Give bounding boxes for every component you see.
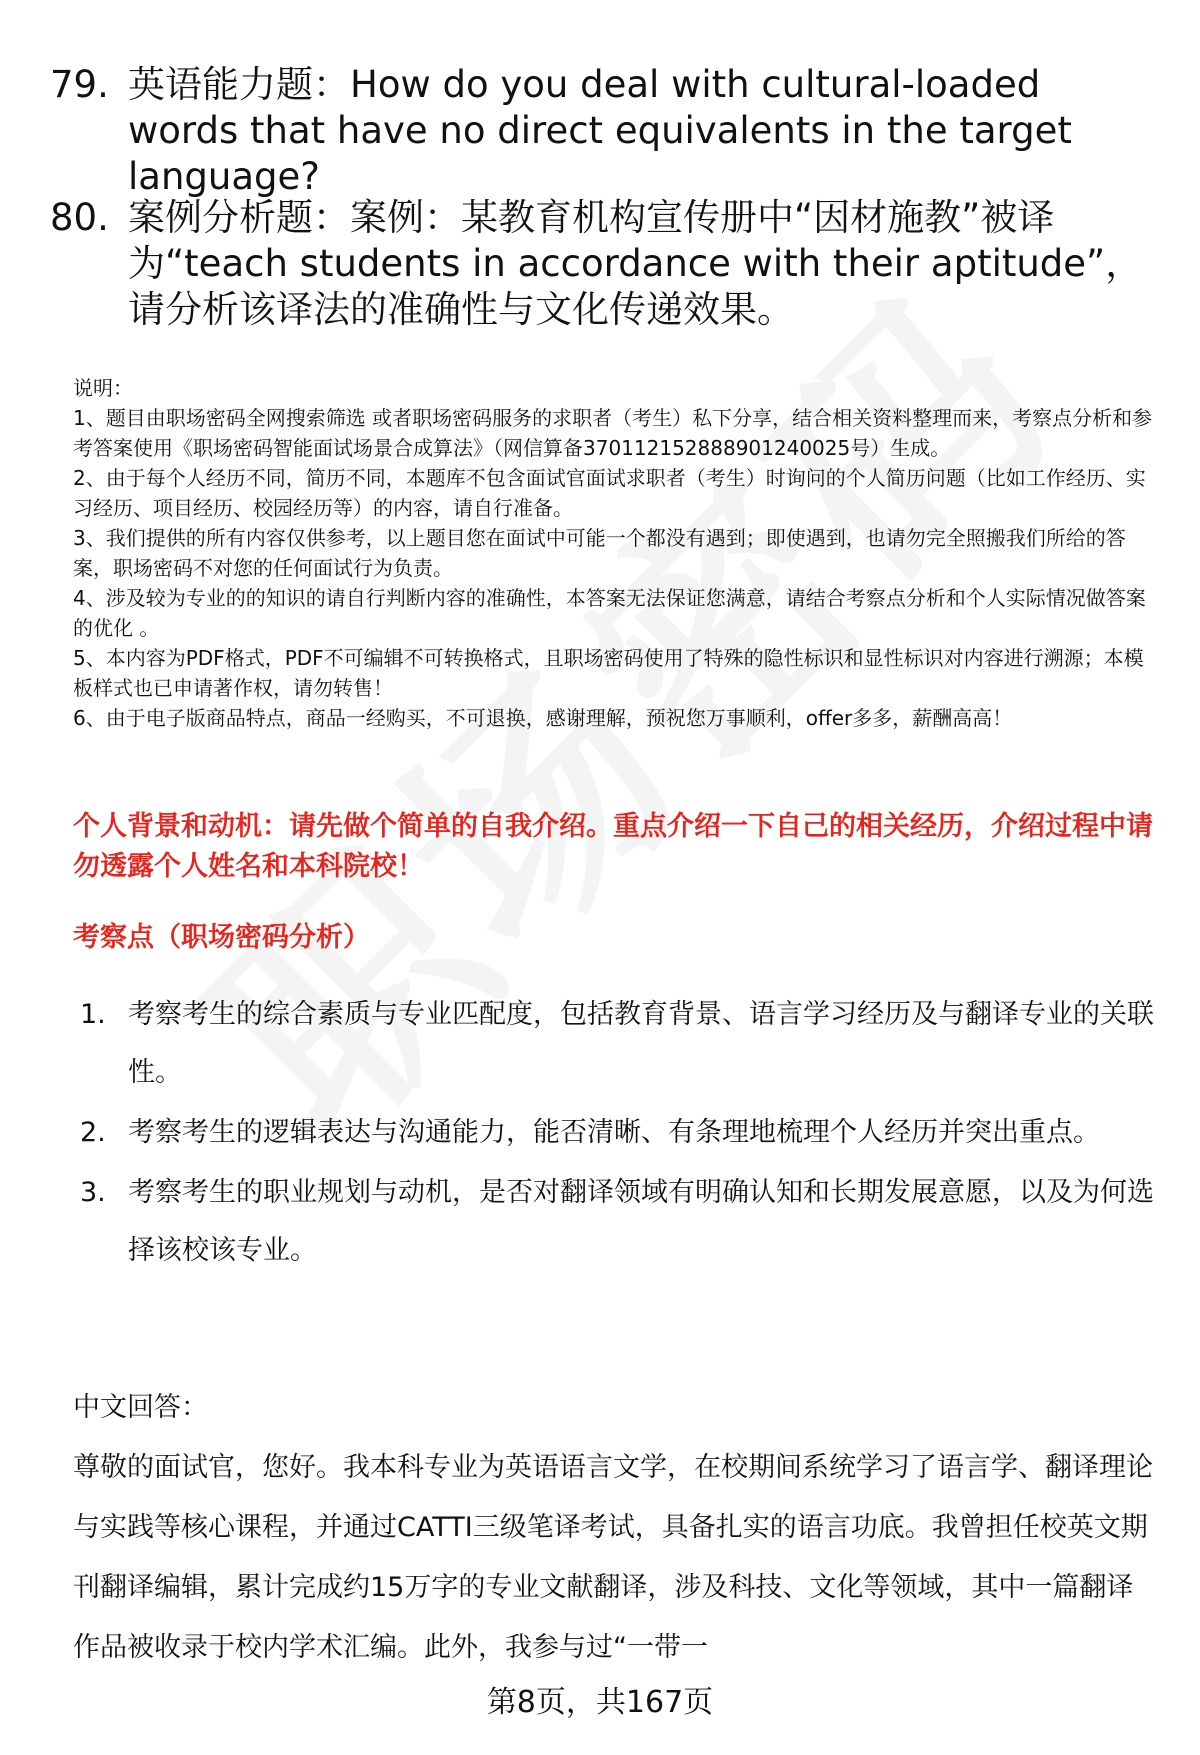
analysis-point bbox=[80, 1104, 1155, 1162]
question-number: 80. bbox=[50, 196, 109, 239]
analysis-points bbox=[80, 986, 1155, 1282]
note-item: 2、由于每个人经历不同，简历不同，本题库不包含面试官面试求职者（考生）时询问的个人简历问题（比如工作经历、实习经历、项目经历、校园经历等）的内容，请自行准备。 bbox=[73, 466, 1146, 520]
point-number: 3. bbox=[80, 1177, 106, 1208]
point-text: 考察考生的逻辑表达与沟通能力，能否清晰、有条理地梳理个人经历并突出重点。 bbox=[128, 1117, 1100, 1148]
answer-text: 尊敬的面试官，您好。我本科专业为英语语言文学，在校期间系统学习了语言学、翻译理论与实践等核心课程，并通过CATTI三级笔译考试，具备扎实的语言功底。我曾担任校英文期刊翻译编辑，累计完成约15万字的专业文献翻译，涉及科技、文化等领域，其中一篇翻译作品被收录于校内学术汇编。此外，我参与过“一带一 bbox=[73, 1452, 1153, 1663]
point-number: 1. bbox=[80, 999, 106, 1030]
analysis-point bbox=[80, 986, 1155, 1102]
point-number: 2. bbox=[80, 1117, 106, 1148]
note-item: 5、本内容为PDF格式，PDF不可编辑不可转换格式，且职场密码使用了特殊的隐性标识和显性标识对内容进行溯源；本模板样式也已申请著作权，请勿转售！ bbox=[73, 646, 1144, 700]
point-text: 考察考生的综合素质与专业匹配度，包括教育背景、语言学习经历及与翻译专业的关联性。 bbox=[128, 999, 1154, 1088]
question-text: 案例分析题：案例：某教育机构宣传册中“因材施教”被译为“teach students in accordance with their aptitude”，请分析该译法的准确性与文化传递效果。 bbox=[128, 196, 1143, 331]
note-item: 4、涉及较为专业的的知识的请自行判断内容的准确性，本答案无法保证您满意，请结合考察点分析和个人实际情况做答案的优化 。 bbox=[73, 586, 1146, 640]
question-80 bbox=[50, 195, 1160, 333]
question-number: 79. bbox=[50, 63, 109, 106]
analysis-point bbox=[80, 1164, 1155, 1280]
point-text: 考察考生的职业规划与动机，是否对翻译领域有明确认知和长期发展意愿，以及为何选择该校该专业。 bbox=[128, 1177, 1154, 1266]
page-footer: 第8页，共167页 bbox=[486, 1685, 714, 1720]
notes-title: 说明： bbox=[73, 376, 133, 400]
note-item: 6、由于电子版商品特点，商品一经购买，不可退换，感谢理解，预祝您万事顺利，offer多多，薪酬高高！ bbox=[73, 706, 1013, 730]
answer-label: 中文回答： bbox=[73, 1392, 208, 1423]
question-79 bbox=[50, 62, 1160, 200]
question-text: 英语能力题：How do you deal with cultural-loaded words that have no direct equivalents in the target language? bbox=[128, 63, 1072, 198]
answer-section bbox=[73, 1378, 1158, 1678]
note-item: 1、题目由职场密码全网搜索筛选 或者职场密码服务的求职者（考生）私下分享，结合相关资料整理而来，考察点分析和参考答案使用《职场密码智能面试场景合成算法》（网信算备370112152888901240025号）生成。 bbox=[73, 406, 1153, 460]
notes-section bbox=[73, 373, 1163, 733]
note-item: 3、我们提供的所有内容仅供参考，以上题目您在面试中可能一个都没有遇到；即使遇到，也请勿完全照搬我们所给的答案，职场密码不对您的任何面试行为负责。 bbox=[73, 526, 1126, 580]
background-heading: 个人背景和动机：请先做个简单的自我介绍。重点介绍一下自己的相关经历，介绍过程中请勿透露个人姓名和本科院校！ bbox=[73, 811, 1153, 882]
analysis-heading: 考察点（职场密码分析） bbox=[73, 922, 370, 953]
